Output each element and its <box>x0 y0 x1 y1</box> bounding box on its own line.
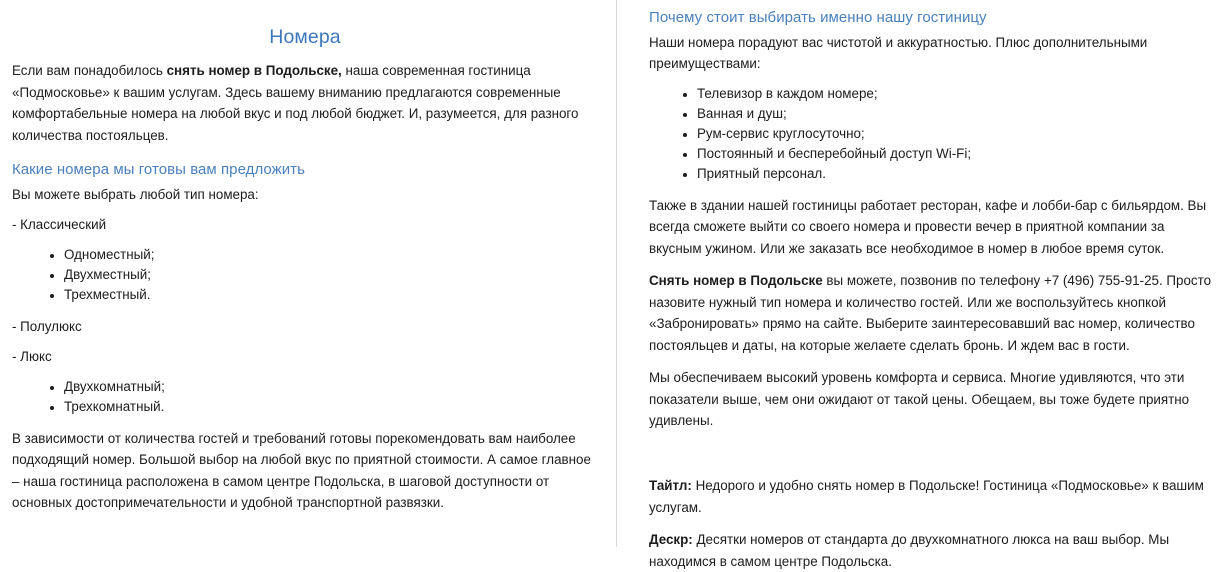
room-list-classic <box>12 245 598 305</box>
closing-paragraph: В зависимости от количества гостей и требований готовы порекомендовать вам наиболее подходящий номер. Большой выбор на любой вкус по приятной стоимости. А самое главное – наша гостиница расположена в самом центре Подольска, в шаговой доступности от основных достопримечательности и удобной транспортной развязки. <box>12 430 591 511</box>
right-column <box>617 0 1225 569</box>
list-item: • Трехместный. <box>64 285 598 305</box>
booking-bold-phrase: Снять номер в Подольске <box>649 273 823 288</box>
booking-rest-text: вы можете, позвонив по телефону +7 (496) 755-91-25. Просто назовите нужный тип номера и количество гостей. Или же воспользуйтесь кнопкой «Забронировать» прямо на сайте. Выберите заинтересовавший вас номер, количество постояльцев и даты, на которые желаете сделать бронь. И ждем вас в гости. <box>649 273 1212 353</box>
meta-title-line <box>649 475 1217 518</box>
list-item: • Одноместный; <box>64 245 598 265</box>
meta-title-label: Тайтл: <box>649 478 692 493</box>
advantages-lead-in: Наши номера порадуют вас чистотой и аккуратностью. Плюс дополнительными преимуществами: <box>649 34 1148 71</box>
room-list-lux <box>12 377 598 417</box>
list-item: • Ванная и душ; <box>697 104 1217 124</box>
paragraph-booking <box>649 270 1217 356</box>
intro-text-after-bold: наша современная гостиница «Подмосковье» к вашим услугам. Здесь вашему вниманию предлагаются современные комфортабельные номера на любой вкус и под любой бюджет. И, разумеется, для разного количества постояльцев. <box>12 63 579 143</box>
left-column <box>0 0 616 547</box>
paragraph-comfort: Мы обеспечиваем высокий уровень комфорта и сервиса. Многие удивляются, что эти показатели выше, чем они ожидают от такой цены. Обещаем, вы тоже будете приятно удивлены. <box>649 370 1190 428</box>
room-group-label-semi-lux: - Полулюкс <box>12 318 82 334</box>
list-item: • Телевизор в каждом номере; <box>697 84 1217 104</box>
meta-descr-value: Десятки номеров от стандарта до двухкомнатного люкса на ваш выбор. Мы находимся в самом центре Подольска. <box>649 532 1170 569</box>
meta-descr-line <box>649 529 1217 572</box>
list-item: • Постоянный и бесперебойный доступ Wi-Fi; <box>697 144 1217 164</box>
intro-paragraph <box>12 60 598 146</box>
page-title: Номера <box>269 26 341 48</box>
meta-title-value: Недорого и удобно снять номер в Подольске! Гостиница «Подмосковье» к вашим услугам. <box>649 478 1204 515</box>
room-group-label-lux: - Люкс <box>12 349 52 365</box>
paragraph-restaurant: Также в здании нашей гостиницы работает ресторан, кафе и лобби-бар с бильярдом. Вы всегда сможете выйти со своего номера и провести вечер в приятной компании за вкусным ужином. Или же заказать все необходимое в номер в любое время суток. <box>649 197 1207 256</box>
section-heading-room-types: Какие номера мы готовы вам предложить <box>12 161 305 179</box>
meta-descr-label: Дескр: <box>649 532 693 547</box>
room-types-lead-in: Вы можете выбрать любой тип номера: <box>12 186 259 202</box>
list-item: • Двухкомнатный; <box>64 377 598 397</box>
intro-bold-phrase: снять номер в Подольске, <box>166 63 342 79</box>
intro-text-before-bold: Если вам понадобилось <box>12 63 167 79</box>
section-heading-why-us: Почему стоит выбирать именно нашу гостиницу <box>649 9 987 26</box>
list-item: • Приятный персонал. <box>697 164 1217 184</box>
advantages-list <box>649 84 1217 184</box>
list-item: • Трехкомнатный. <box>64 397 598 417</box>
list-item: • Двухместный; <box>64 265 598 285</box>
empty-paragraph-spacer <box>649 443 1217 465</box>
list-item: • Рум-сервис круглосуточно; <box>697 124 1217 144</box>
room-group-label-classic: - Классический <box>12 217 107 233</box>
